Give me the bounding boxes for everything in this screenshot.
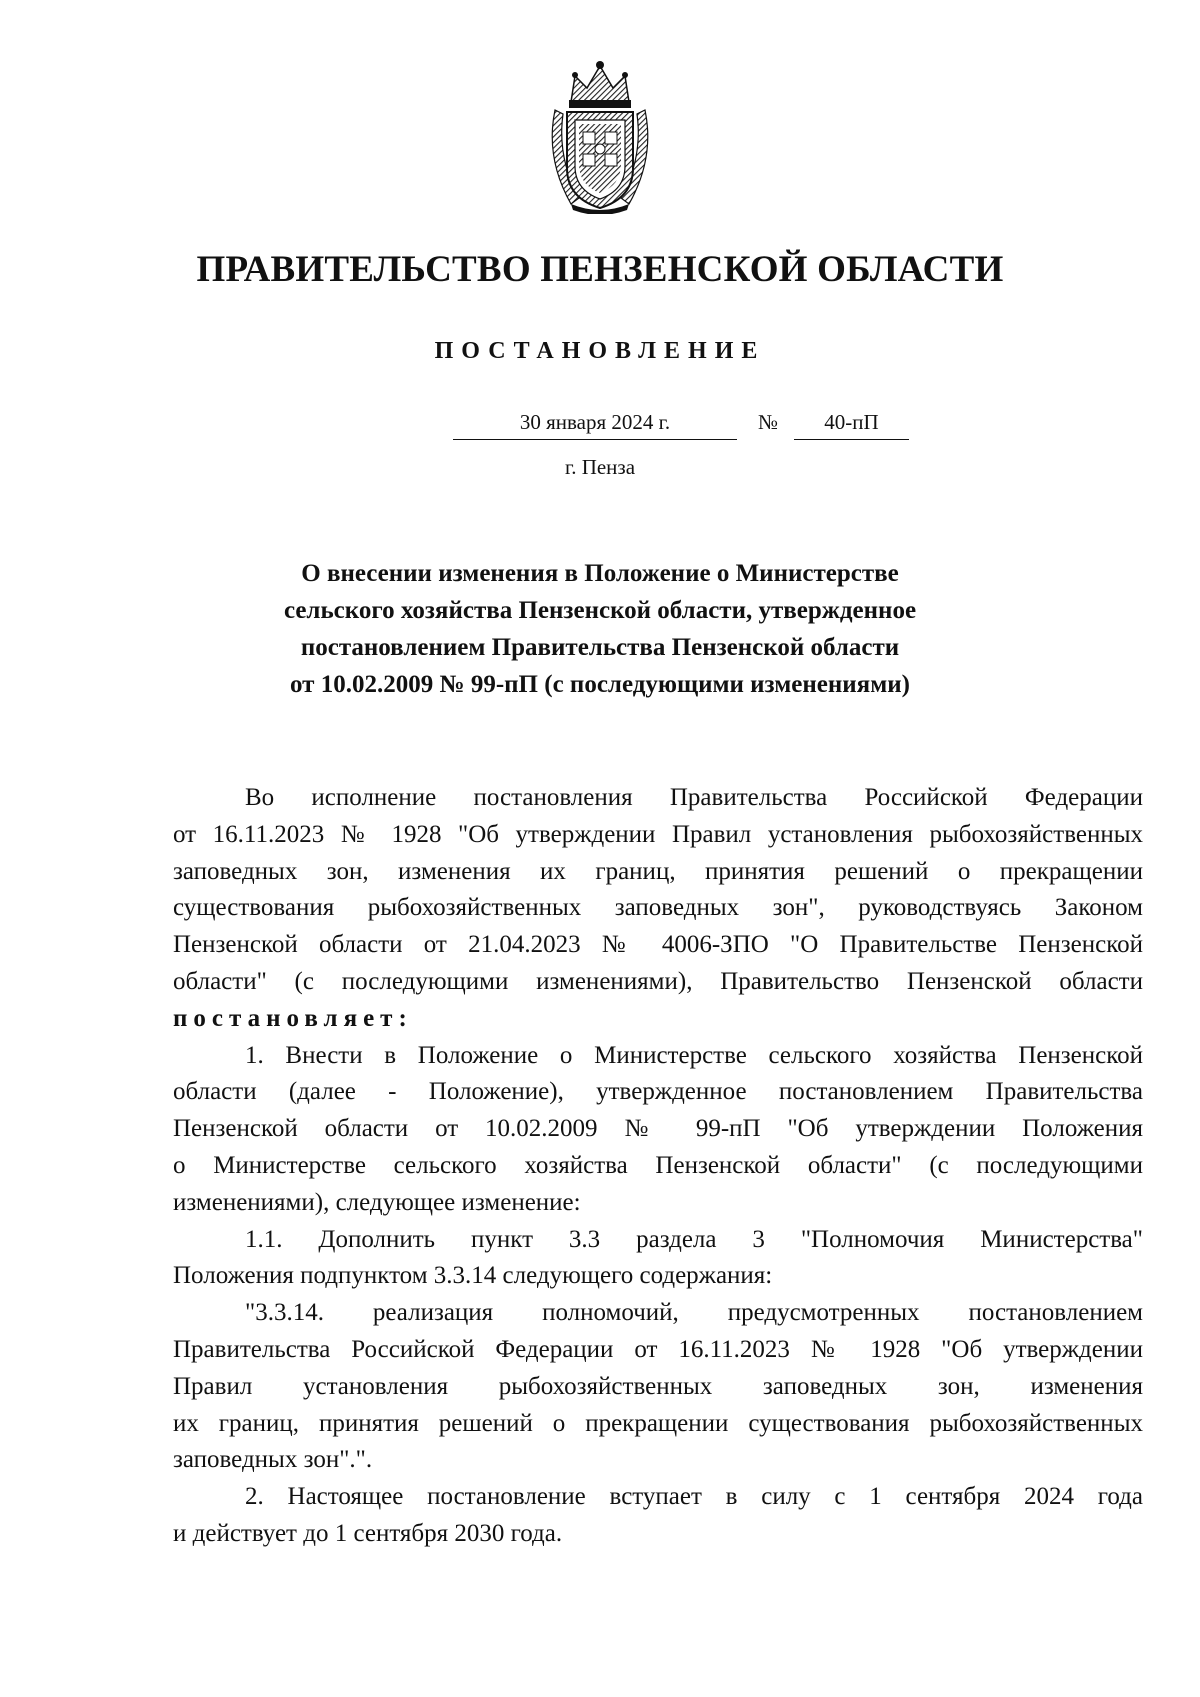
quote-line: их границ, принятия решений о прекращении существования рыбохозяйственных [173,1409,1143,1437]
document-number: 40-пП [794,410,909,440]
resolves-word: постановляет: [173,1004,413,1032]
subject-line: сельского хозяйства Пензенской области, утвержденное [283,597,917,624]
preamble-line: существования рыбохозяйственных заповедных зон", руководствуясь Законом [173,894,1143,922]
item1-line: изменениями), следующее изменение: [173,1188,581,1216]
preamble-line: от 16.11.2023 № 1928 "Об утверждении Правил установления рыбохозяйственных [173,820,1143,848]
quote-line: Правил установления рыбохозяйственных заповедных зон, изменения [173,1372,1143,1400]
item1-line: о Министерстве сельского хозяйства Пензенской области" (с последующими [173,1151,1143,1179]
subject-line: О внесении изменения в Положение о Министерстве [301,560,899,587]
preamble-line: заповедных зон, изменения их границ, принятия решений о прекращении [173,857,1143,885]
date-number-row [453,410,903,442]
document-type: ПОСТАНОВЛЕНИЕ [434,338,766,364]
subject-line: от 10.02.2009 № 99-пП (с последующими изменениями) [290,671,910,698]
quote-line: "3.3.14. реализация полномочий, предусмотренных постановлением [245,1299,1143,1327]
subject-line: постановлением Правительства Пензенской области [300,634,900,661]
city: г. Пенза [564,455,636,479]
item2-line: 2. Настоящее постановление вступает в силу с 1 сентября 2024 года [245,1483,1143,1511]
quote-line: заповедных зон".". [173,1446,373,1474]
item2-line: и действует до 1 сентября 2030 года. [173,1519,563,1547]
document-body [173,780,1143,1553]
item1-line: области (далее - Положение), утвержденное постановлением Правительства [173,1078,1143,1106]
document-date: 30 января 2024 г. [453,410,737,440]
item1-1-line: 1.1. Дополнить пункт 3.3 раздела 3 "Полномочия Министерства" [245,1225,1143,1253]
government-title: ПРАВИТЕЛЬСТВО ПЕНЗЕНСКОЙ ОБЛАСТИ [196,249,1004,290]
preamble-line: Во исполнение постановления Правительства Российской Федерации [245,784,1143,811]
preamble-line: Пензенской области от 21.04.2023 № 4006-ЗПО "О Правительстве Пензенской [173,931,1143,959]
number-sign: № [757,410,779,434]
document-subject [200,555,1000,703]
item1-line: Пензенской области от 10.02.2009 № 99-пП "Об утверждении Положения [173,1115,1143,1143]
quote-line: Правительства Российской Федерации от 16.11.2023 № 1928 "Об утверждении [173,1335,1143,1363]
coat-of-arms-icon [541,58,659,214]
item1-1-line: Положения подпунктом 3.3.14 следующего содержания: [173,1262,773,1290]
preamble-line: области" (с последующими изменениями), Правительство Пензенской области [173,967,1143,995]
item1-line: 1. Внести в Положение о Министерстве сельского хозяйства Пензенской [245,1041,1143,1069]
